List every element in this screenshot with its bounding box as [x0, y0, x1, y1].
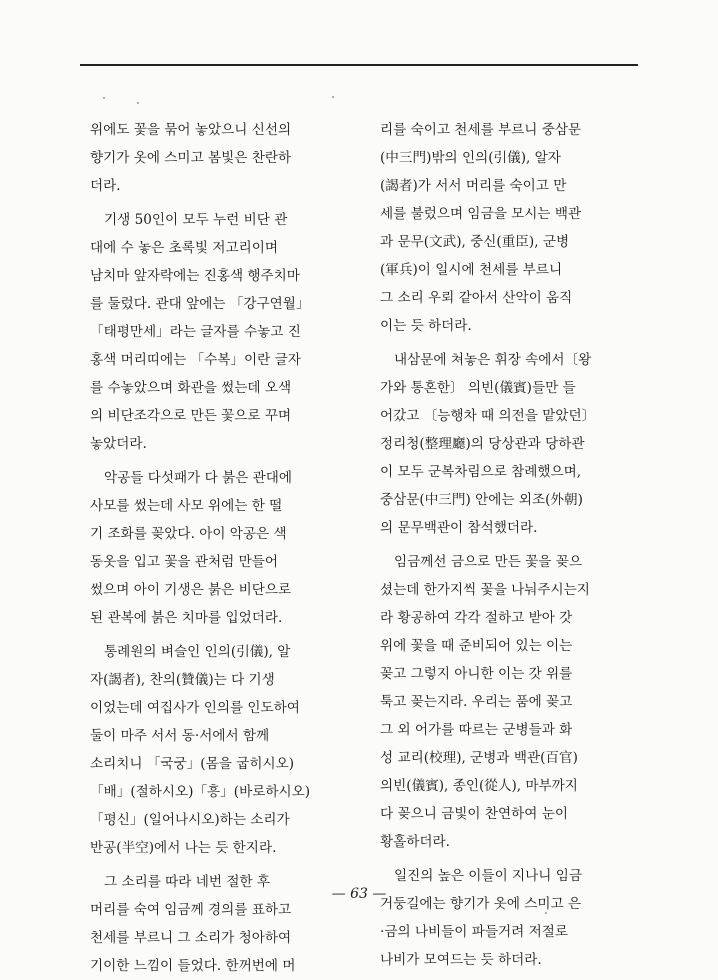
text-line: (中三門)밖의 인의(引儀), 알자 — [380, 150, 561, 166]
text-line: 더라. — [90, 178, 121, 194]
text-line: 셨는데 한가지씩 꽃을 나눠주시는지 — [380, 582, 590, 598]
text-line: 어갔고 〔능행차 때 의전을 맡았던〕 — [380, 408, 596, 424]
text-line: 성 교리(校理), 군병과 백관(百官) — [380, 750, 578, 766]
text-line: 정리청(整理廳)의 당상관과 당하관 — [380, 436, 585, 452]
text-line: 머리를 숙여 임금께 경의를 표하고 — [90, 902, 292, 918]
text-line: 다 꽂으니 금빛이 찬연하여 눈이 — [380, 806, 568, 822]
text-line: 둘이 마주 서서 동·서에서 함께 — [90, 728, 270, 744]
text-line: 의빈(儀賓), 종인(從人), 마부까지 — [380, 778, 578, 794]
text-line: 반공(半空)에서 나는 듯 한지라. — [90, 840, 277, 856]
header-rule — [80, 64, 638, 66]
text-line: 「배」(절하시오)「흥」(바로하시오) — [90, 784, 311, 800]
text-line: 소리치니 「국궁」(몸을 굽히시오) — [90, 756, 295, 772]
text-line: 된 관복에 붉은 치마를 입었더라. — [90, 610, 283, 626]
print-speck — [103, 97, 105, 99]
print-speck — [137, 102, 139, 104]
text-line: 이는 듯 하더라. — [380, 318, 472, 334]
text-line: 위에도 꽃을 묶어 놓았으니 신선의 — [90, 122, 292, 138]
text-line: 임금께선 금으로 만든 꽃을 꽂으 — [394, 554, 582, 570]
text-line: 자(謁者), 찬의(贊儀)는 다 기생 — [90, 672, 275, 688]
text-line: 「태평만세」라는 글자를 수놓고 진 — [90, 324, 301, 340]
text-line: 대에 수 놓은 초록빛 저고리이며 — [90, 240, 278, 256]
text-line: 그 소리 우뢰 같아서 산악이 움직 — [380, 290, 573, 306]
text-line: 세를 불렀으며 임금을 모시는 백관 — [380, 206, 582, 222]
text-line: 그 소리를 따라 네번 절한 후 — [104, 874, 271, 890]
print-speck — [545, 912, 547, 914]
text-line: 이었는데 여집사가 인의를 인도하여 — [90, 700, 300, 716]
text-line: (軍兵)이 일시에 천세를 부르니 — [380, 262, 563, 278]
text-line: 향기가 옷에 스미고 봄빛은 찬란하 — [90, 150, 292, 166]
text-line: 기이한 느낌이 들었다. 한꺼번에 머 — [90, 958, 296, 974]
text-line: 를 둘렀다. 관대 앞에는 「강구연월」 — [90, 296, 310, 312]
text-line: 천세를 부르니 그 소리가 청아하여 — [90, 930, 292, 946]
text-line: 사모를 썼는데 사모 위에는 한 떨 — [90, 498, 283, 514]
text-line: 리를 숙이고 천세를 부르니 중삼문 — [380, 122, 582, 138]
text-line: 위에 꽃을 때 준비되어 있는 이는 — [380, 638, 573, 654]
right-column — [380, 116, 644, 974]
text-line: 썼으며 아이 기생은 붉은 비단으로 — [90, 582, 292, 598]
text-line: 과 문무(文武), 중신(重臣), 군병 — [380, 234, 570, 250]
text-line: 기생 50인이 모두 누런 비단 관 — [104, 212, 288, 228]
text-line: 라 황공하여 각각 절하고 받아 갓 — [380, 610, 573, 626]
text-line: 툭고 꽂는지라. 우리는 품에 꽂고 — [380, 694, 573, 710]
text-line: 내삼문에 쳐놓은 휘장 속에서〔왕 — [394, 352, 592, 368]
text-line: 통례원의 벼슬인 인의(引儀), 알 — [104, 644, 291, 660]
text-line: 그 외 어가를 따르는 군병들과 화 — [380, 722, 573, 738]
text-line: 거둥길에는 향기가 옷에 스미고 은 — [380, 896, 582, 912]
text-line: 홍색 머리띠에는 「수복」이란 글자 — [90, 352, 301, 368]
text-line: 나비가 모여드는 듯 하더라. — [380, 952, 542, 968]
text-line: (謁者)가 서서 머리를 숙이고 만 — [380, 178, 567, 194]
text-line: 중삼문(中三門) 안에는 외조(外朝) — [380, 492, 583, 508]
text-line: 기 조화를 꽂았다. 아이 악공은 색 — [90, 526, 287, 542]
text-line: 의 비단조각으로 만든 꽃으로 꾸며 — [90, 408, 292, 424]
text-line: 놓았더라. — [90, 436, 147, 452]
text-line: 남치마 앞자락에는 진홍색 행주치마 — [90, 268, 300, 284]
text-line: 의 문무백관이 참석했더라. — [380, 520, 538, 536]
text-line: 일진의 높은 이들이 지나니 임금 — [394, 868, 582, 884]
text-line: 가와 통혼한〕 의빈(儀賓)들만 들 — [380, 380, 576, 396]
text-line: ·금의 나비들이 파들거려 저절로 — [380, 924, 568, 940]
text-line: 이 모두 군복차림으로 참례했으며, — [380, 464, 582, 480]
left-column — [90, 116, 352, 980]
text-line: 꽂고 그렇지 아니한 이는 갓 위를 — [380, 666, 573, 682]
text-line: 「평신」(일어나시오)하는 소리가 — [90, 812, 290, 828]
text-line: 를 수놓았으며 화관을 썼는데 오색 — [90, 380, 292, 396]
text-line: 악공들 다섯패가 다 붉은 관대에 — [104, 470, 292, 486]
page-number: — 63 — — [331, 886, 387, 902]
text-line: 동옷을 입고 꽃을 관처럼 만들어 — [90, 554, 278, 570]
text-line: 황홀하더라. — [380, 834, 450, 850]
print-speck — [332, 96, 334, 98]
